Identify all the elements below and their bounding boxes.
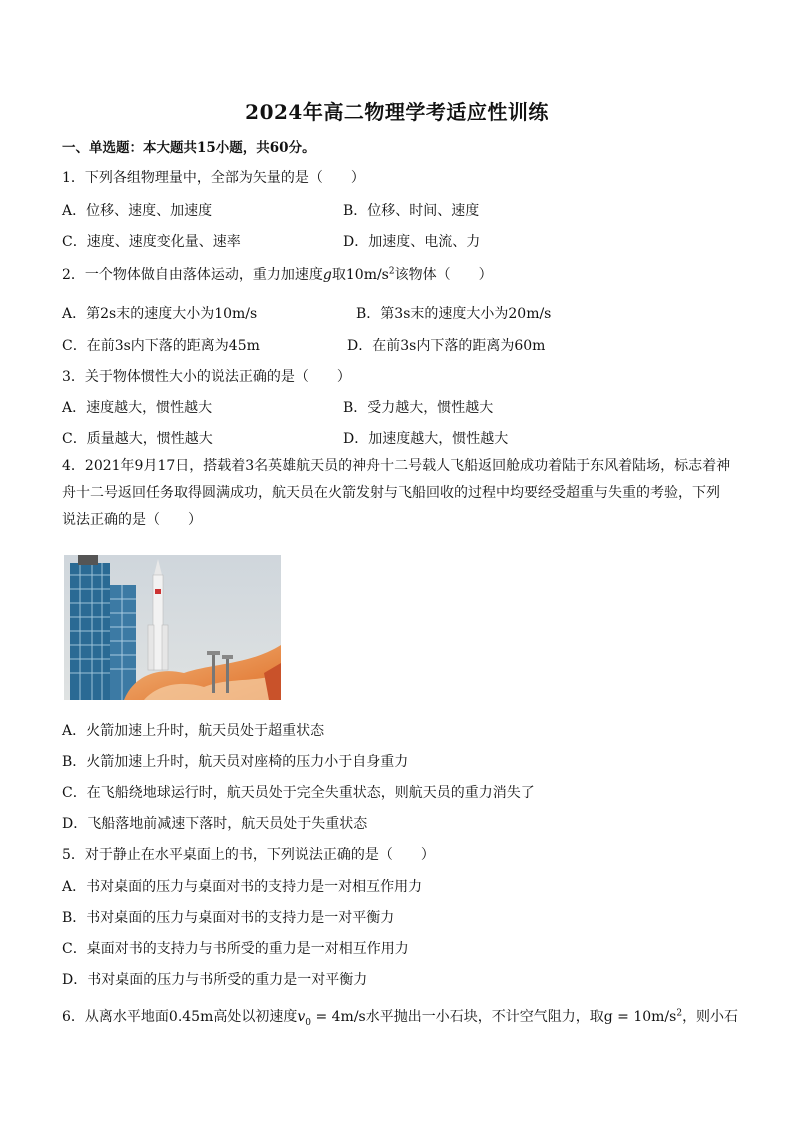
question-4-option-c: C．在飞船绕地球运行时，航天员处于完全失重状态，则航天员的重力消失了: [62, 785, 535, 801]
question-2-stem: 2．一个物体做自由落体运动，重力加速度g取$10m/s^2$该物体（ ）: [62, 266, 493, 283]
question-3-option-d: D．加速度越大，惯性越大: [343, 431, 509, 447]
question-5-option-b: B．书对桌面的压力与桌面对书的支持力是一对平衡力: [62, 910, 395, 926]
question-3-option-c: C．质量越大，惯性越大: [62, 431, 213, 447]
question-4-option-b: B．火箭加速上升时，航天员对座椅的压力小于自身重力: [62, 754, 409, 770]
question-5-option-a: A．书对桌面的压力与桌面对书的支持力是一对相互作用力: [62, 879, 423, 895]
question-2-option-d: D．在前3s内下落的距离为60m: [347, 338, 546, 354]
question-5-option-c: C．桌面对书的支持力与书所受的重力是一对相互作用力: [62, 941, 409, 957]
question-1-stem: 1．下列各组物理量中，全部为矢量的是（ ）: [62, 170, 365, 186]
rocket-launch-photo: [64, 555, 281, 700]
rocket-launch-image: [64, 555, 281, 700]
question-6-stem: 6．从离水平地面0.45m高处以初速度$v_0 = 4m/s$水平抛出一小石块，不计空气阻力，取$g = 10m/s^2$，则小石: [62, 1008, 739, 1028]
question-1-option-a: A．位移、速度、加速度: [62, 203, 213, 219]
page-title: 2024年高二物理学考适应性训练: [245, 100, 549, 124]
question-3-option-a: A．速度越大，惯性越大: [62, 400, 213, 416]
question-5-option-d: D．书对桌面的压力与书所受的重力是一对平衡力: [62, 972, 368, 988]
question-2-option-c: C．在前3s内下落的距离为45m: [62, 338, 260, 354]
question-2-option-a: A．第2s末的速度大小为10m/s: [62, 306, 258, 322]
question-1-option-d: D．加速度、电流、力: [343, 234, 481, 250]
question-3-stem: 3．关于物体惯性大小的说法正确的是（ ）: [62, 369, 351, 385]
question-4-option-a: A．火箭加速上升时，航天员处于超重状态: [62, 723, 325, 739]
question-4-option-d: D．飞船落地前减速下落时，航天员处于失重状态: [62, 816, 368, 832]
question-1-option-c: C．速度、速度变化量、速率: [62, 234, 241, 250]
question-2-option-b: B．第3s末的速度大小为20m/s: [356, 306, 552, 322]
question-5-stem: 5．对于静止在水平桌面上的书，下列说法正确的是（ ）: [62, 847, 435, 863]
question-1-option-b: B．位移、时间、速度: [343, 203, 480, 219]
question-3-option-b: B．受力越大，惯性越大: [343, 400, 494, 416]
question-4-stem: 4．2021年9月17日，搭载着3名英雄航天员的神舟十二号载人飞船返回舱成功着陆于东风着陆场，标志着神舟十二号返回任务取得圆满成功，航天员在火箭发射与飞船回收的过程中均要经受超重与失重的考验，下列说法正确的是（ ）: [62, 458, 731, 528]
section-heading: 一、单选题：本大题共15小题，共60分。: [62, 140, 316, 156]
